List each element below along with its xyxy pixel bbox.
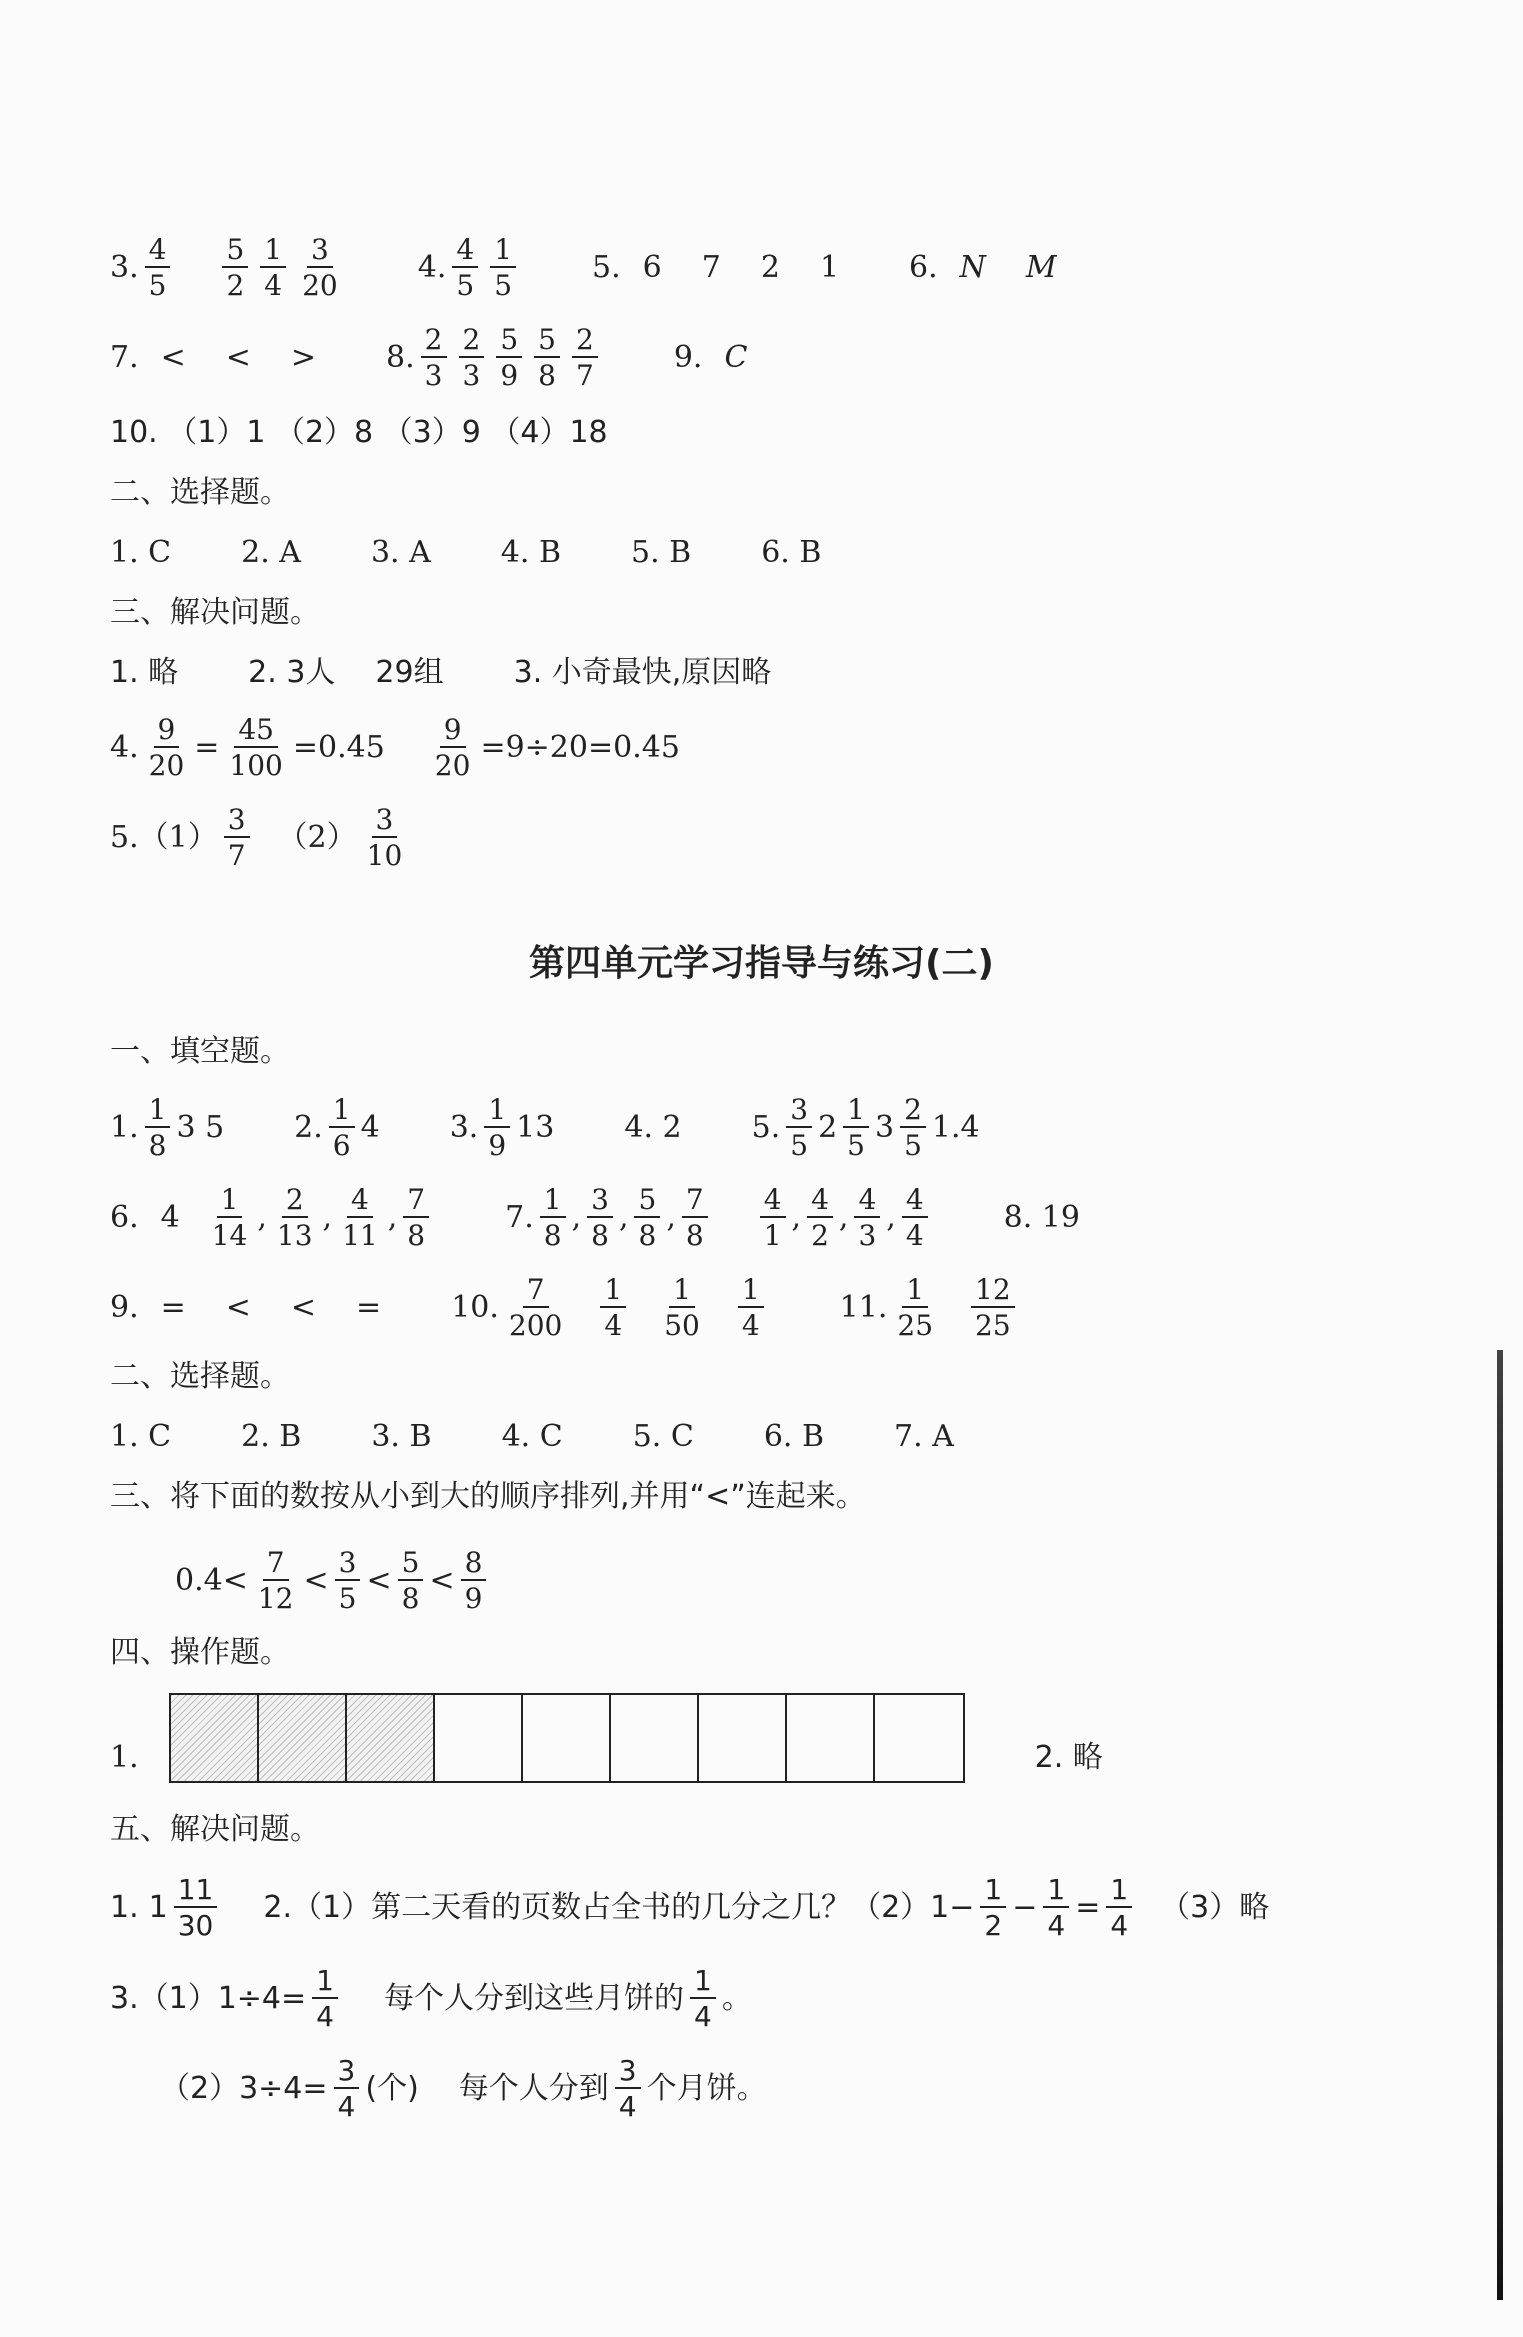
fraction: $\frac{1}{8}$ xyxy=(145,1095,171,1161)
fraction: $\frac{1}{6}$ xyxy=(329,1095,355,1161)
equation-part: =9÷20=0.45 xyxy=(480,729,680,765)
fill-row-6-8: 6. 4 $\frac{1}{14}$ , $\frac{2}{13}$ , $\frac{4}{11}$ , $\frac{7}{8}$ 7. $\frac{1}{8}$ , $\frac{3}{8}$ , $\frac{5}{8}$ , $\frac{7}{8}$ $\frac{4}{1}$ , $\frac{4}{2}$ , $\frac{4}{3}$ , $\frac{4}{4}$ 8. 19 xyxy=(110,1183,1080,1253)
fraction: $\frac{7}{12}$ xyxy=(257,1546,294,1616)
fraction: $\frac{7}{8}$ xyxy=(682,1185,708,1251)
fraction: $\frac{3}{4}$ xyxy=(615,2056,641,2122)
fraction: $\frac{1}{4}$ xyxy=(312,1966,338,2032)
answer-value: N xyxy=(959,249,986,285)
fraction: $\frac{4}{5}$ xyxy=(145,235,171,301)
fraction: $\frac{9}{20}$ xyxy=(148,713,185,783)
choice-answer: 3. B xyxy=(371,1419,432,1454)
answer-row-10: 10. （1）1 （2）8 （3）9 （4）18 xyxy=(110,415,608,450)
comparison-sign: < xyxy=(366,1562,392,1598)
answer-row-3-6 xyxy=(110,235,1483,301)
answer-value: 4. 2 xyxy=(624,1109,682,1145)
answer-value: 4 xyxy=(160,1199,180,1235)
fraction: $\frac{7}{200}$ xyxy=(508,1273,563,1343)
choice-answer: 7. A xyxy=(894,1419,954,1454)
item-number: 8. xyxy=(386,339,415,375)
section-heading: 五、解决问题。 xyxy=(110,1812,320,1847)
fraction: $\frac{4}{11}$ xyxy=(342,1183,378,1253)
shaded-cell xyxy=(347,1695,435,1781)
fraction: $\frac{4}{3}$ xyxy=(854,1185,880,1251)
answer-value: M xyxy=(1025,249,1057,285)
fraction: $\frac{5}{8}$ xyxy=(534,325,560,391)
question-text: 2.（1）第二天看的页数占全书的几分之几？（2）1− xyxy=(263,1889,975,1925)
sub-item: （1） xyxy=(138,819,218,855)
comparison-sign: = xyxy=(160,1289,186,1325)
fraction: $\frac{9}{20}$ xyxy=(434,713,471,783)
choice-answer: 3. A xyxy=(370,535,431,570)
fraction: $\frac{4}{5}$ xyxy=(452,235,478,301)
fraction: $\frac{1}{4}$ xyxy=(1043,1875,1069,1941)
shaded-cell xyxy=(259,1695,347,1781)
fraction: $\frac{2}{3}$ xyxy=(421,325,447,391)
solve-row-1-2 xyxy=(110,1875,1483,1941)
empty-cell xyxy=(699,1695,787,1781)
answer-value: 7 xyxy=(701,249,721,285)
choice-answer: 2. B xyxy=(241,1419,302,1454)
choice-answer: 5. B xyxy=(631,535,692,570)
answer-row-7-9 xyxy=(110,325,1483,391)
page-binding-edge xyxy=(1497,1350,1503,2300)
answer-value: 6 xyxy=(642,249,662,285)
answer-value: C xyxy=(724,339,748,375)
page-title: 第四单元学习指导与练习(二) xyxy=(529,943,994,984)
solve-row-4 xyxy=(110,715,1483,781)
fraction: $\frac{1}{4}$ xyxy=(1106,1875,1132,1941)
answer-value: 13 xyxy=(516,1109,555,1145)
answer-value: 1.4 xyxy=(931,1109,980,1145)
equation-part: 0.4< xyxy=(175,1562,248,1598)
fraction: $\frac{1}{4}$ xyxy=(690,1966,716,2032)
fill-row-9-11 xyxy=(110,1275,1483,1341)
fraction: $\frac{1}{8}$ xyxy=(540,1185,566,1251)
answer-value: 4 xyxy=(360,1109,380,1145)
empty-cell xyxy=(611,1695,699,1781)
empty-cell xyxy=(523,1695,611,1781)
item-number: 2. xyxy=(294,1109,323,1145)
solve-row-1-3 xyxy=(110,655,1483,690)
fraction: $\frac{7}{8}$ xyxy=(403,1185,429,1251)
mixed-number: 1 $\frac{11}{30}$ xyxy=(149,1875,224,1941)
item-number: 4. xyxy=(110,729,139,765)
choice-answers-row xyxy=(110,535,1483,570)
fraction: $\frac{2}{7}$ xyxy=(572,325,598,391)
fraction: $\frac{1}{5}$ xyxy=(490,235,516,301)
fraction: $\frac{4}{4}$ xyxy=(902,1185,928,1251)
fraction: $\frac{1}{14}$ xyxy=(211,1183,248,1253)
item-number: 6. xyxy=(110,1199,139,1235)
solve-row-3-2 xyxy=(160,2056,1483,2122)
solve-row-5 xyxy=(110,805,1483,871)
fraction: $\frac{3}{5}$ xyxy=(786,1095,812,1161)
answer-value: 2. 略 xyxy=(1034,1740,1103,1775)
comparison-sign: > xyxy=(290,339,317,375)
item-number: 9. xyxy=(673,339,703,375)
choice-answer: 4. B xyxy=(500,535,561,570)
section-heading: 三、解决问题。 xyxy=(110,595,320,630)
empty-cell xyxy=(875,1695,963,1781)
fraction: $\frac{1}{50}$ xyxy=(664,1273,700,1343)
fraction: $\frac{3}{5}$ xyxy=(335,1548,361,1614)
comparison-sign: = xyxy=(356,1289,382,1325)
fraction-shading-grid xyxy=(169,1693,965,1783)
answer-text: 每个人分到 xyxy=(458,2070,609,2106)
section-heading: 二、选择题。 xyxy=(110,1359,290,1394)
operation-row xyxy=(110,1693,1483,1783)
shaded-cell xyxy=(171,1695,259,1781)
item-number: 11. xyxy=(839,1289,888,1325)
choice-answer: 1. C xyxy=(110,535,172,570)
choice-answer: 6. B xyxy=(761,535,822,570)
comparison-sign: < xyxy=(290,1289,317,1325)
fraction: $\frac{3}{8}$ xyxy=(587,1185,613,1251)
item-number: 5. xyxy=(592,249,621,285)
answer-text: 个月饼。 xyxy=(646,2070,767,2106)
choice-answer: 5. C xyxy=(632,1419,694,1454)
item-number: 5. xyxy=(110,819,139,855)
equals-sign: = xyxy=(1075,1889,1101,1925)
item-number: 1. xyxy=(110,1109,139,1145)
unit-text: (个) xyxy=(365,2070,419,2106)
minus-sign: − xyxy=(1012,1889,1038,1925)
section-heading: 四、操作题。 xyxy=(110,1635,290,1670)
item-number: 5. xyxy=(751,1109,781,1145)
fraction: $\frac{5}{2}$ xyxy=(222,235,248,301)
fraction: $\frac{45}{100}$ xyxy=(229,713,283,783)
fraction: $\frac{3}{7}$ xyxy=(224,805,250,871)
fraction: $\frac{1}{4}$ xyxy=(738,1275,764,1341)
ordering-answer xyxy=(175,1548,1483,1614)
fraction: $\frac{1}{4}$ xyxy=(260,235,286,301)
item-number: 6. xyxy=(909,249,938,285)
item-number: 7. xyxy=(505,1199,534,1235)
item-number: 7. xyxy=(110,339,139,375)
mixed-number: 2 $\frac{1}{5}$ xyxy=(818,1095,875,1161)
comparison-sign: < xyxy=(429,1562,455,1598)
choice-answer: 1. C xyxy=(110,1419,172,1454)
answer-value: 8. 19 xyxy=(1003,1199,1080,1235)
answer-value: 2 xyxy=(760,249,780,285)
solve-answer: 3. 小奇最快,原因略 xyxy=(513,655,772,690)
fraction: $\frac{3}{10}$ xyxy=(366,803,403,873)
equation-part: （2）3÷4= xyxy=(160,2070,328,2106)
answer-text: 。 xyxy=(721,1980,752,2016)
fraction: $\frac{2}{3}$ xyxy=(459,325,485,391)
solve-answer: 1. 略 xyxy=(110,655,179,690)
item-number: 1. xyxy=(110,1889,139,1925)
fraction: $\frac{8}{9}$ xyxy=(461,1548,487,1614)
equals-sign: = xyxy=(194,729,220,765)
fraction: $\frac{1}{2}$ xyxy=(980,1875,1006,1941)
comparison-sign: < xyxy=(303,1562,329,1598)
fraction: $\frac{1}{4}$ xyxy=(600,1275,626,1341)
section-heading: 二、选择题。 xyxy=(110,475,290,510)
choice-answer: 4. C xyxy=(501,1419,563,1454)
empty-cell xyxy=(787,1695,875,1781)
answer-text: 每个人分到这些月饼的 xyxy=(384,1980,684,2016)
section-heading: 三、将下面的数按从小到大的顺序排列,并用“<”连起来。 xyxy=(110,1479,866,1514)
sub-item: （3）略 xyxy=(1160,1889,1270,1925)
answer-value: 3 5 xyxy=(176,1109,225,1145)
choice-answer: 2. A xyxy=(241,535,301,570)
comparison-sign: < xyxy=(225,339,251,375)
item-number: 10. xyxy=(451,1289,499,1325)
empty-cell xyxy=(435,1695,523,1781)
item-number: 4. xyxy=(417,249,447,285)
answer-value: 1 xyxy=(819,249,840,285)
fraction: $\frac{4}{2}$ xyxy=(807,1185,833,1251)
solve-row-3-1 xyxy=(110,1966,1483,2032)
fraction: $\frac{5}{8}$ xyxy=(634,1185,660,1251)
fraction: $\frac{3}{20}$ xyxy=(302,233,338,303)
item-number: 3. xyxy=(449,1109,479,1145)
comparison-sign: < xyxy=(160,339,186,375)
fraction: $\frac{1}{25}$ xyxy=(897,1273,934,1343)
choice-answer: 6. B xyxy=(763,1419,825,1454)
fraction: $\frac{2}{13}$ xyxy=(276,1183,313,1253)
mixed-number: 3 $\frac{2}{5}$ xyxy=(875,1095,932,1161)
comparison-sign: < xyxy=(225,1289,251,1325)
item-number: 1. xyxy=(110,1740,139,1775)
solve-answer: 2. 3人 xyxy=(248,655,336,690)
fraction: $\frac{4}{1}$ xyxy=(760,1185,786,1251)
item-number: 3. xyxy=(110,249,139,285)
solve-answer: 29组 xyxy=(375,655,444,690)
fill-row-1-5 xyxy=(110,1095,1483,1161)
item-number: 9. xyxy=(110,1289,139,1325)
sub-item: （2） xyxy=(277,819,357,855)
fraction: $\frac{3}{4}$ xyxy=(334,2056,360,2122)
fraction: $\frac{5}{8}$ xyxy=(398,1548,424,1614)
choice-answers-row xyxy=(110,1419,1483,1454)
section-heading: 一、填空题。 xyxy=(110,1034,290,1069)
fraction: $\frac{5}{9}$ xyxy=(496,325,522,391)
equation-part: =0.45 xyxy=(292,729,385,765)
fraction: $\frac{12}{25}$ xyxy=(971,1275,1015,1341)
fraction: $\frac{1}{9}$ xyxy=(484,1095,510,1161)
equation-part: 3.（1）1÷4= xyxy=(110,1980,307,2016)
